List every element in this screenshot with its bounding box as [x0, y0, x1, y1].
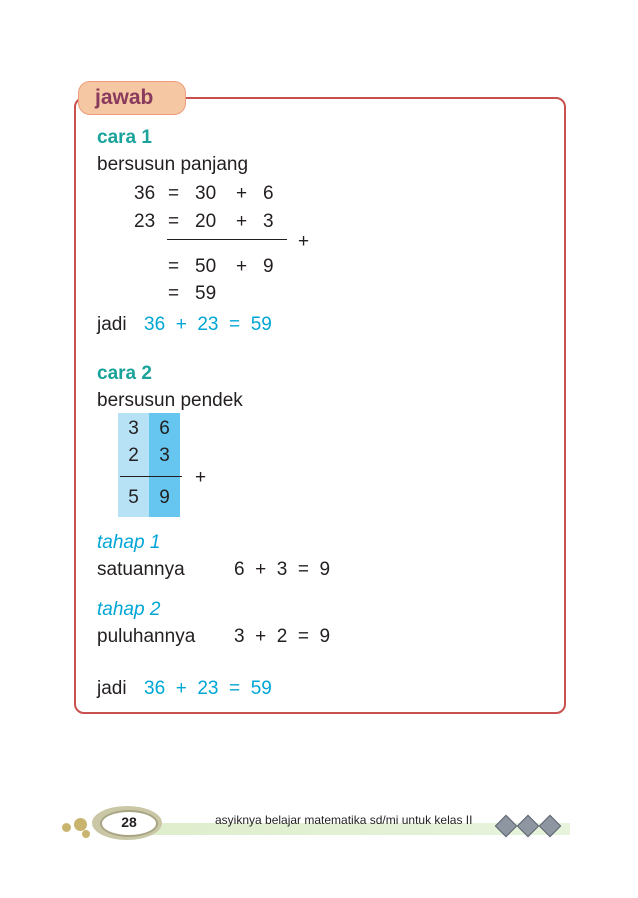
cara1-conclusion-equation: 36 + 23 = 59: [144, 314, 272, 335]
top-ones-digit: 6: [159, 418, 170, 439]
row2-eq: =: [168, 211, 180, 232]
cara2-subheading: bersusun pendek: [97, 390, 243, 411]
step1-equation: 6 + 3 = 9: [234, 559, 331, 580]
row4-eq: =: [168, 283, 180, 304]
cara1-conclusion-word: jadi: [97, 314, 127, 335]
answer-tab: [78, 81, 186, 115]
step2-title: tahap 2: [97, 599, 161, 620]
row2-plus: +: [236, 211, 248, 232]
page-number: 28: [121, 814, 137, 830]
cara1-subheading: bersusun panjang: [97, 154, 249, 175]
row1-tens: 30: [195, 183, 217, 204]
result-tens-digit: 5: [128, 487, 139, 508]
row3-plus: +: [236, 256, 248, 277]
row1-a: 36: [134, 183, 156, 204]
row3-tens: 50: [195, 256, 217, 277]
answer-tab-label: jawab: [95, 86, 154, 109]
book-title: asyiknya belajar matematika sd/mi untuk kelas II: [215, 813, 473, 827]
row4-result: 59: [195, 283, 217, 304]
cara1-plus-sign: +: [298, 231, 310, 252]
cara1-heading: cara 1: [97, 127, 152, 148]
row2-tens: 20: [195, 211, 217, 232]
step1-title: tahap 1: [97, 532, 161, 553]
footer-dot: [62, 823, 71, 832]
row2-ones: 3: [263, 211, 274, 232]
row1-ones: 6: [263, 183, 274, 204]
result-ones-digit: 9: [159, 487, 170, 508]
cara1-sum-line: [167, 239, 287, 240]
bottom-tens-digit: 2: [128, 445, 139, 466]
cara2-heading: cara 2: [97, 363, 152, 384]
cara2-conclusion-word: jadi: [97, 678, 127, 699]
row2-a: 23: [134, 211, 156, 232]
row3-ones: 9: [263, 256, 274, 277]
step2-equation: 3 + 2 = 9: [234, 626, 331, 647]
cara2-conclusion-equation: 36 + 23 = 59: [144, 678, 272, 699]
cara2-plus-sign: +: [195, 467, 207, 488]
top-tens-digit: 3: [128, 418, 139, 439]
footer-dot: [82, 830, 90, 838]
cara2-sum-line: [120, 476, 182, 477]
row1-plus: +: [236, 183, 248, 204]
step2-label: puluhannya: [97, 626, 196, 647]
row1-eq: =: [168, 183, 180, 204]
bottom-ones-digit: 3: [159, 445, 170, 466]
row3-eq: =: [168, 256, 180, 277]
step1-label: satuannya: [97, 559, 185, 580]
